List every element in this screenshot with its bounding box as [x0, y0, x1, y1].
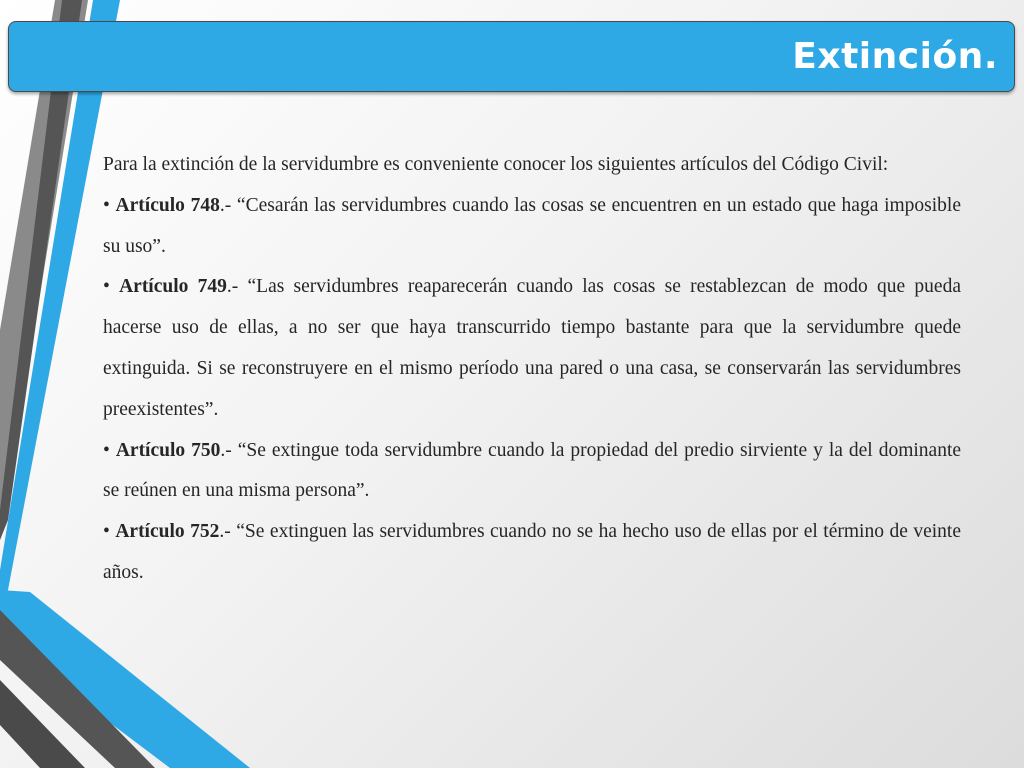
article-750-label: Artículo 750 — [115, 439, 221, 461]
intro-paragraph: Para la extinción de la servidumbre es conveniente conocer los siguientes artículos del Código Civil: — [103, 154, 889, 175]
article-749-text: .- “Las servidumbres reaparecerán cuando las cosas se restablezcan de modo que pueda hacerse uso de ellas, a no ser que haya transcurrido tiempo bastante para que la servidumbre quede extinguida. Si se reconstruyere en el mismo período una pared o una casa, se conservarán las servidumbres preexistentes”. — [103, 276, 961, 420]
article-752-label: Artículo 752 — [115, 521, 220, 543]
article-752-text: .- “Se extinguen las servidumbres cuando no se ha hecho uso de ellas por el término de veinte años. — [103, 521, 962, 583]
slide-body — [103, 145, 961, 594]
article-750-item — [103, 431, 961, 513]
article-749-item — [103, 267, 961, 430]
article-749-label: Artículo 749 — [119, 276, 227, 298]
bullet-icon: • — [103, 194, 110, 216]
article-748-item — [103, 186, 961, 268]
article-750-text: .- “Se extingue toda servidumbre cuando la propiedad del predio sirviente y la del dominante se reúnen en una misma persona”. — [103, 439, 962, 502]
article-748-text: .- “Cesarán las servidumbres cuando las cosas se encuentren en un estado que haga imposible su uso”. — [103, 194, 961, 257]
slide-title: Extinción. — [792, 36, 998, 77]
bullet-icon: • — [103, 521, 110, 543]
article-752-item — [103, 512, 961, 594]
article-748-label: Artículo 748 — [115, 194, 220, 216]
title-bar — [8, 21, 1015, 92]
bullet-icon: • — [103, 276, 110, 298]
bullet-icon: • — [103, 439, 110, 461]
